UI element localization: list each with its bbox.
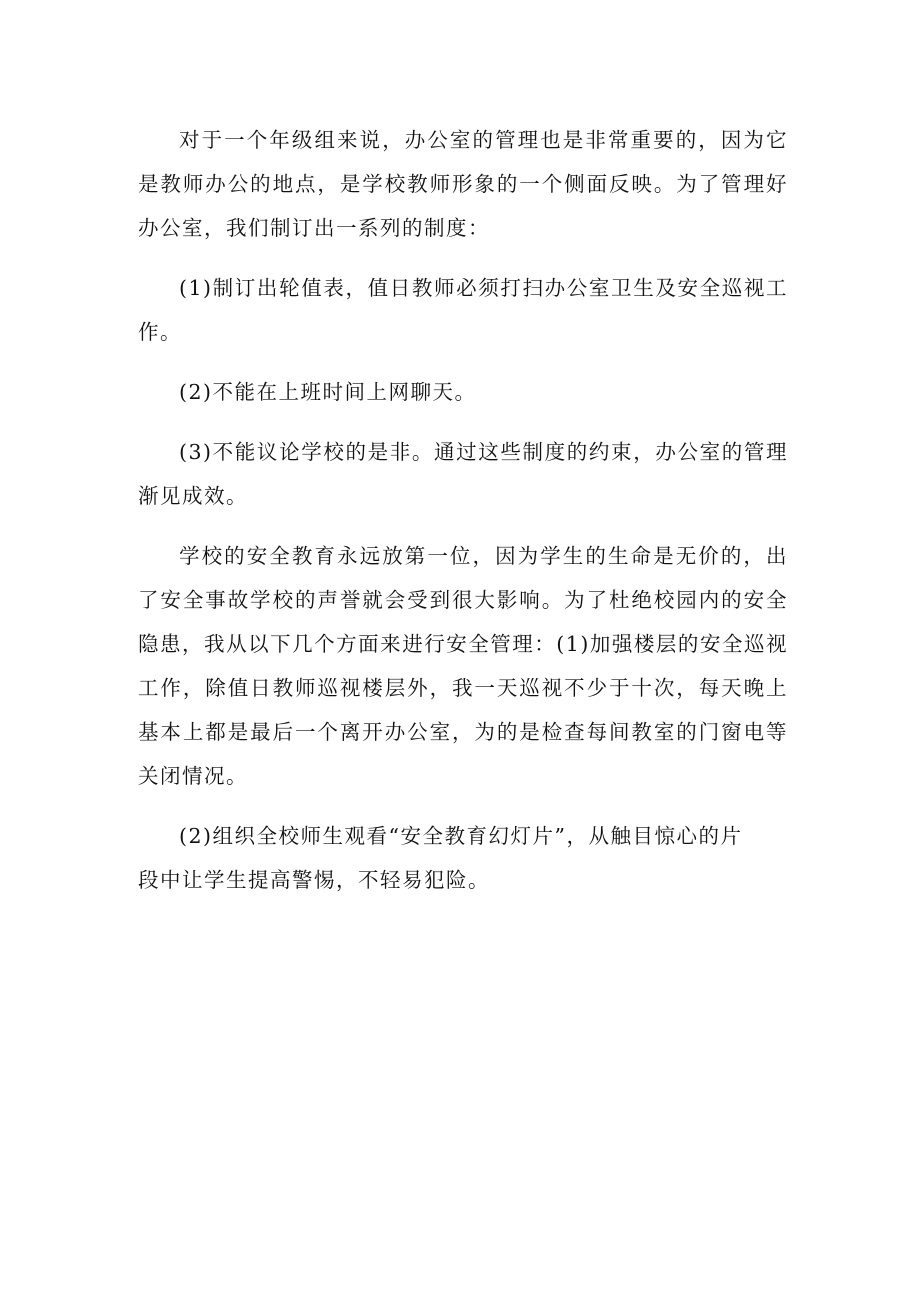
document-body — [138, 118, 788, 902]
paragraph-safety-slides: (2)组织全校师生观看“安全教育幻灯片”，从触目惊心的片 — [179, 824, 743, 848]
paragraph-safety-education: 学校的安全教育永远放第一位，因为学生的生命是无价的，出了安全事故学校的声誉就会受到很大影响。为了杜绝校园内的安全隐患，我从以下几个方面来进行安全管理：(1)加强楼层的安全巡视工作，除值日教师巡视楼层外，我一天巡视不少于十次，每天晚上基本上都是最后一个离开办公室，为的是检查每间教室的门窗电等关闭情况。 — [138, 544, 788, 788]
paragraph-rule-3: (3)不能议论学校的是非。通过这些制度的约束，办公室的管理渐见成效。 — [138, 440, 788, 508]
paragraph-rule-1: (1)制订出轮值表，值日教师必须打扫办公室卫生及安全巡视工作。 — [138, 276, 788, 344]
paragraph-office-management: 对于一个年级组来说，办公室的管理也是非常重要的，因为它是教师办公的地点，是学校教师形象的一个侧面反映。为了管理好办公室，我们制订出一系列的制度： — [138, 128, 788, 240]
paragraph-safety-slides-continued: 段中让学生提高警惕，不轻易犯险。 — [138, 868, 490, 892]
paragraph-rule-2: (2)不能在上班时间上网聊天。 — [179, 380, 477, 404]
